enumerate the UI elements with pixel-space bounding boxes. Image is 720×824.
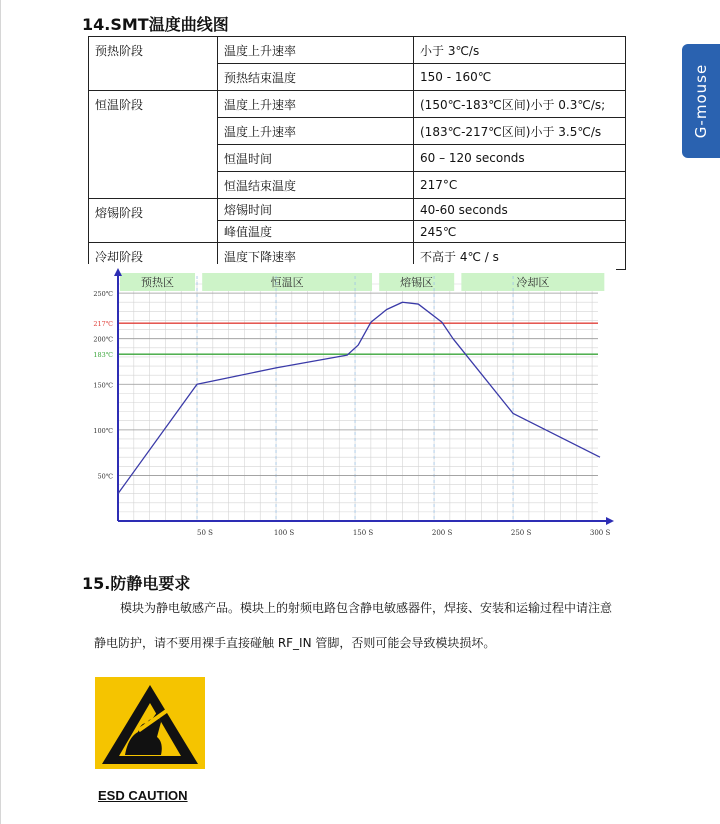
side-tab [682, 44, 720, 158]
value-cell: 150 - 160℃ [414, 64, 626, 91]
param-cell: 温度上升速率 [218, 118, 414, 145]
stage-cell: 预热阶段 [89, 37, 218, 91]
x-tick-label: 300 S [589, 529, 611, 537]
y-tick-label: 100℃ [93, 426, 113, 435]
y-tick-label: 200℃ [93, 335, 113, 344]
esd-caption: ESD CAUTION [98, 788, 188, 803]
stage-cell: 熔锡阶段 [89, 199, 218, 243]
reference-line-label: 183℃ [93, 351, 113, 360]
value-cell: 245℃ [414, 221, 626, 243]
param-cell: 温度下降速率 [218, 243, 414, 270]
temperature-profile-table [88, 36, 626, 270]
param-cell: 温度上升速率 [218, 91, 414, 118]
param-cell: 峰值温度 [218, 221, 414, 243]
reflow-profile-chart [86, 264, 616, 542]
value-cell: 40-60 seconds [414, 199, 626, 221]
section-15-title: 15.防静电要求 [82, 574, 191, 593]
esd-warning-icon [95, 677, 205, 769]
zone-label: 冷却区 [516, 276, 550, 289]
value-cell: 小于 3℃/s [414, 37, 626, 64]
esd-paragraph-line-1: 模块为静电敏感产品。模块上的射频电路包含静电敏感器件，焊接、安装和运输过程中请注意 [120, 601, 613, 615]
zone-label: 恒温区 [270, 276, 304, 289]
x-tick-label: 50 S [197, 529, 213, 537]
y-tick-label: 250℃ [93, 290, 113, 299]
y-tick-label: 50℃ [97, 472, 113, 481]
x-tick-label: 250 S [510, 529, 532, 537]
zone-label: 熔锡区 [400, 276, 434, 289]
page-left-border [0, 0, 1, 824]
x-tick-label: 100 S [273, 529, 295, 537]
x-tick-label: 200 S [431, 529, 453, 537]
stage-cell: 恒温阶段 [89, 91, 218, 199]
value-cell: 60 – 120 seconds [414, 145, 626, 172]
value-cell: (183℃-217℃区间)小于 3.5℃/s [414, 118, 626, 145]
zone-label: 预热区 [141, 276, 175, 289]
x-tick-label: 150 S [352, 529, 374, 537]
value-cell: (150℃-183℃区间)小于 0.3℃/s; [414, 91, 626, 118]
value-cell: 217°C [414, 172, 626, 199]
table-row [89, 199, 626, 221]
param-cell: 温度上升速率 [218, 37, 414, 64]
chart-svg [86, 264, 616, 542]
table-row [89, 37, 626, 64]
table-row [89, 91, 626, 118]
side-tab-label: G-mouse [692, 63, 710, 139]
param-cell: 恒温时间 [218, 145, 414, 172]
param-cell: 预热结束温度 [218, 64, 414, 91]
y-tick-label: 150℃ [93, 381, 113, 390]
param-cell: 熔锡时间 [218, 199, 414, 221]
stage-cell: 冷却阶段 [89, 243, 218, 270]
param-cell: 恒温结束温度 [218, 172, 414, 199]
esd-paragraph-line-2: 静电防护，请不要用裸手直接碰触 RF_IN 管脚，否则可能会导致模块损坏。 [94, 636, 496, 650]
section-14-title: 14.SMT温度曲线图 [82, 15, 229, 34]
value-cell: 不高于 4℃ / s [414, 243, 626, 270]
reference-line-label: 217℃ [93, 320, 113, 329]
